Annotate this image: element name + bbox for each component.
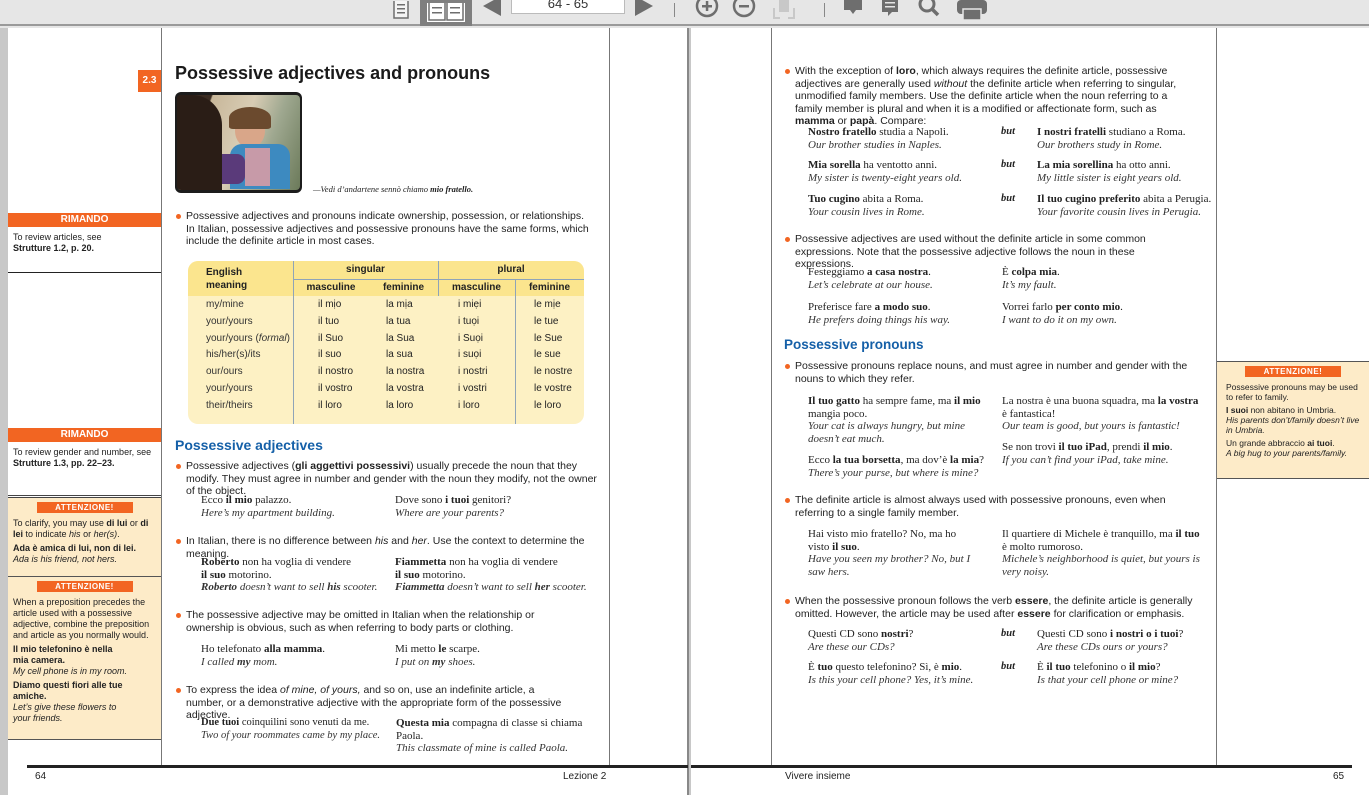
row-form: la nostra bbox=[386, 366, 425, 378]
attenzione-box-dilui bbox=[8, 498, 161, 577]
margin-divider bbox=[161, 28, 162, 768]
bullet-his-her: In Italian, there is no difference between his and her. Use the context to determine the meaning. bbox=[175, 535, 605, 560]
single-page-icon[interactable] bbox=[390, 0, 412, 20]
heading-possessive-pronouns: Possessive pronouns bbox=[784, 337, 924, 352]
row-english-meaning: his/her(s)/its bbox=[206, 349, 261, 361]
table-row bbox=[188, 366, 584, 382]
page-number-input[interactable]: 64 - 65 bbox=[511, 0, 625, 14]
row-english-meaning: your/yours bbox=[206, 383, 253, 394]
possessive-forms-table bbox=[188, 261, 584, 424]
bullet-family-member: The definite article is almost always used with possessive pronouns, even when referring to a single family member. bbox=[784, 494, 1194, 519]
expression-example-left: Preferisce fare a modo suo. He prefers doing things his way. bbox=[808, 301, 950, 326]
row-form: le tue bbox=[534, 315, 559, 327]
search-icon[interactable] bbox=[915, 0, 943, 20]
table-subheader: feminine bbox=[382, 282, 425, 293]
bullet-expressions: Possessive adjectives are used without the definite article in some common expressions. Note that the possessive adjective follows the noun in these expressions. bbox=[784, 233, 1194, 271]
two-page-icon[interactable] bbox=[420, 0, 472, 26]
attenzione-box-family bbox=[1217, 361, 1369, 479]
toolbar-separator bbox=[820, 0, 828, 20]
row-form: la vostra bbox=[386, 383, 424, 394]
row-form: i nostri bbox=[458, 366, 488, 378]
row-form: le mịe bbox=[534, 299, 561, 310]
essere-example-right: È il tuo telefonino o il mio? Is that your cell phone or mine? bbox=[1037, 661, 1179, 686]
table-subheader: feminine bbox=[528, 282, 571, 293]
row-form: la loro bbox=[386, 399, 414, 411]
bullet-pronouns: Possessive pronouns replace nouns, and must agree in number and gender with the nouns to which they refer. bbox=[784, 360, 1204, 385]
pdf-toolbar bbox=[0, 0, 1369, 26]
row-form: le vostre bbox=[534, 383, 572, 394]
expression-example-right: È colpa mia. It’s my fault. bbox=[1002, 266, 1060, 291]
page-number: 65 bbox=[1333, 771, 1345, 782]
bullet-adjectives: Possessive adjectives (gli aggettivi possessivi) usually precede the noun that they modify. They must agree in number and gender with the noun they modify, not the owner of the object. bbox=[175, 460, 605, 498]
bullet-essere: When the possessive pronoun follows the verb essere, the definite article is generally omitted. However, the article may be used after essere for clarification or emphasis. bbox=[784, 595, 1194, 620]
example-left: Ecco il mio palazzo. Here’s my apartment building. bbox=[201, 494, 335, 519]
bullet-of-mine: To express the idea of mine, of yours, and so on, use an indefinite article, a number, or a demonstrative adjective with the appropriate form of the possessive adjective. bbox=[175, 684, 565, 722]
row-form: il tuo bbox=[318, 315, 340, 327]
margin-divider bbox=[609, 28, 610, 768]
table-row bbox=[188, 349, 584, 365]
row-form: la sua bbox=[386, 349, 413, 361]
rimando-box-articles bbox=[8, 213, 161, 273]
row-form: il loro bbox=[318, 399, 342, 411]
notes-icon[interactable] bbox=[878, 0, 904, 20]
attenzione-text: Possessive pronouns may be used to refer to family. I suoi non abitano in Umbria. His parents don’t/family doesn’t live in Umbria. Un grande abbraccio ai tuoi. A big hug to your parents/family. bbox=[1226, 382, 1360, 458]
compare-example-left: Mia sorella ha ventotto anni. My sister is twenty-eight years old. bbox=[808, 159, 962, 184]
row-form: i vostri bbox=[458, 383, 487, 394]
example-left: Ecco la tua borsetta, ma dov’è la mia? There’s your purse, but where is mine? bbox=[808, 454, 984, 479]
photo-girls-talking bbox=[175, 92, 302, 193]
table-header-plural: plural bbox=[497, 264, 525, 275]
attenzione-header: ATTENZIONE! bbox=[1245, 366, 1341, 377]
row-form: i miẹi bbox=[458, 299, 482, 310]
photo-caption: —Vedi d’andartene sennò chiamo mio fratello. bbox=[313, 184, 474, 194]
row-form: i suọi bbox=[458, 349, 482, 361]
attenzione-text: To clarify, you may use di lui or di lei to indicate his or her(s). Ada è amica di lui, non di lei. Ada is his friend, not hers. bbox=[13, 518, 149, 564]
attenzione-header: ATTENZIONE! bbox=[37, 581, 133, 592]
example-right: Dove sono i tuoi genitori? Where are your parents? bbox=[395, 494, 512, 519]
row-form: i Suọi bbox=[458, 332, 484, 344]
row-form: il suo bbox=[318, 349, 342, 361]
compare-example-left: Tuo cugino abita a Roma. Your cousin lives in Rome. bbox=[808, 193, 925, 218]
bullet-loro: With the exception of loro, which always requires the definite article, possessive adjectives are generally used without the definite article when referring to singular, unmodified family members. Use the definite article when the noun referring to a family member is plural and when it is a modified or affectionate form, such as mamma or papà. Compare: bbox=[784, 65, 1194, 128]
compare-example-right: I nostri fratelli studiano a Roma. Our brothers study in Rome. bbox=[1037, 126, 1186, 151]
table-row bbox=[188, 333, 584, 349]
row-english-meaning: your/yours bbox=[206, 315, 253, 327]
margin-divider bbox=[8, 490, 161, 498]
fit-page-icon[interactable] bbox=[770, 0, 798, 20]
example-right: Questa mia compagna di classe si chiama Paola. This classmate of mine is called Paola. bbox=[396, 717, 583, 754]
rimando-link[interactable]: Strutture 1.2, p. 20. bbox=[13, 243, 95, 253]
essere-example-left: È tuo questo telefonino? Sì, è mio. Is this your cell phone? Yes, it’s mine. bbox=[808, 661, 974, 686]
compare-example-left: Nostro fratello studia a Napoli. Our brother studies in Naples. bbox=[808, 126, 949, 151]
example-right: Se non trovi il tuo iPad, prendi il mio. If you can’t find your iPad, take mine. bbox=[1002, 441, 1173, 466]
chapter-title: Lezione 2 bbox=[563, 771, 607, 782]
table-header-english-meaning: English meaning bbox=[206, 267, 248, 291]
row-english-meaning: your/yours (formal) bbox=[206, 332, 290, 344]
rimando-header: RIMANDO bbox=[8, 213, 161, 227]
table-row bbox=[188, 316, 584, 332]
example-left: Il tuo gatto ha sempre fame, ma il mio mangia poco. Your cat is always hungry, but mine doesn’t eat much. bbox=[808, 395, 981, 445]
heading-possessive-adjectives: Possessive adjectives bbox=[175, 437, 323, 453]
row-form: la mịa bbox=[386, 299, 413, 310]
rimando-text: To review articles, see bbox=[13, 232, 102, 242]
row-form: il nostro bbox=[318, 366, 354, 378]
row-form: il Suo bbox=[318, 332, 344, 344]
attenzione-header: ATTENZIONE! bbox=[37, 502, 133, 513]
previous-page-icon[interactable] bbox=[478, 0, 506, 20]
example-left: Hai visto mio fratello? No, ma ho visto il suo. Have you seen my brother? No, but I saw hers. bbox=[808, 528, 971, 578]
comment-icon[interactable] bbox=[840, 0, 866, 20]
rimando-text: To review gender and number, see bbox=[13, 447, 152, 457]
row-form: le sue bbox=[534, 349, 561, 361]
table-row bbox=[188, 383, 584, 399]
rimando-link[interactable]: Strutture 1.3, pp. 22–23. bbox=[13, 458, 115, 468]
row-form: la Sua bbox=[386, 332, 415, 344]
margin-divider bbox=[771, 28, 772, 768]
example-right: Il quartiere di Michele è tranquillo, ma il tuo è molto rumoroso. Michele’s neighborhood is quiet, but yours is very noisy. bbox=[1002, 528, 1200, 578]
toolbar-separator bbox=[670, 0, 678, 20]
example-left: Due tuoi coinquilini sono venuti da me. Two of your roommates came by my place. bbox=[201, 717, 381, 741]
expression-example-right: Vorrei farlo per conto mio. I want to do it on my own. bbox=[1002, 301, 1123, 326]
section-number-badge: 2.3 bbox=[138, 70, 161, 92]
row-form: i loro bbox=[458, 399, 480, 411]
row-form: il mịo bbox=[318, 299, 342, 310]
table-row bbox=[188, 400, 584, 416]
zoom-in-icon[interactable] bbox=[693, 0, 721, 20]
row-form: le loro bbox=[534, 399, 562, 411]
expression-example-left: Festeggiamo a casa nostra. Let’s celebrate at our house. bbox=[808, 266, 933, 291]
page-64 bbox=[8, 28, 689, 795]
page-title: Possessive adjectives and pronouns bbox=[175, 63, 491, 83]
row-english-meaning: our/ours bbox=[206, 366, 243, 378]
but-label: but bbox=[1001, 628, 1016, 639]
example-left: Roberto non ha voglia di vendere il suo motorino. Roberto doesn’t want to sell his scooter. bbox=[201, 556, 378, 593]
essere-example-right: Questi CD sono i nostri o i tuoi? Are these CDs ours or yours? bbox=[1037, 628, 1184, 653]
rimando-box-gender bbox=[8, 428, 161, 496]
table-subheader: masculine bbox=[306, 282, 356, 293]
bullet-intro: Possessive adjectives and pronouns indicate ownership, possession, or relationships. In Italian, possessive adjectives and possessive pronouns have the same forms, which include the definite article in most cases. bbox=[175, 210, 595, 248]
row-form: le Sue bbox=[534, 332, 563, 344]
zoom-out-icon[interactable] bbox=[730, 0, 758, 20]
row-form: i tuọi bbox=[458, 315, 480, 327]
example-right: Fiammetta non ha voglia di vendere il suo motorino. Fiammetta doesn’t want to sell her scooter. bbox=[395, 556, 587, 593]
row-form: le nostre bbox=[534, 366, 573, 378]
table-header-singular: singular bbox=[346, 264, 385, 275]
row-form: il vostro bbox=[318, 383, 353, 394]
page-65 bbox=[691, 28, 1369, 795]
row-form: la tua bbox=[386, 315, 411, 327]
page-number: 64 bbox=[35, 771, 47, 782]
table-row bbox=[188, 299, 584, 315]
next-page-icon[interactable] bbox=[630, 0, 658, 20]
rimando-header: RIMANDO bbox=[8, 428, 161, 442]
compare-example-right: Il tuo cugino preferito abita a Perugia. Your favorite cousin lives in Perugia. bbox=[1037, 193, 1212, 218]
example-right: La nostra è una buona squadra, ma la vostra è fantastica! Our team is good, but yours is fantastic! bbox=[1002, 395, 1199, 432]
footer-rule bbox=[27, 765, 688, 768]
attenzione-box-preposition bbox=[8, 577, 161, 740]
footer-rule bbox=[691, 765, 1352, 768]
document-viewer[interactable] bbox=[0, 28, 1369, 795]
attenzione-text: When a preposition precedes the article used with a possessive adjective, combine the preposition and article as you normally would. Il mio telefonino è nella mia camera. My cell phone is in my room. Diamo questi fiori alle tue amiche. Let’s give these flowers to your friends. bbox=[13, 597, 150, 723]
row-english-meaning: my/mine bbox=[206, 299, 244, 310]
example-left: Ho telefonato alla mamma. I called my mom. bbox=[201, 643, 326, 668]
but-label: but bbox=[1001, 193, 1016, 204]
compare-example-right: La mia sorellina ha otto anni. My little sister is eight years old. bbox=[1037, 159, 1182, 184]
book-title: Vivere insieme bbox=[785, 771, 851, 782]
table-subheader: masculine bbox=[452, 282, 501, 293]
bullet-omitted: The possessive adjective may be omitted in Italian when the relationship or ownership is obvious, such as when referring to body parts or clothing. bbox=[175, 609, 575, 634]
essere-example-left: Questi CD sono nostri? Are these our CDs? bbox=[808, 628, 914, 653]
but-label: but bbox=[1001, 159, 1016, 170]
row-english-meaning: their/theirs bbox=[206, 399, 253, 411]
example-right: Mi metto le scarpe. I put on my shoes. bbox=[395, 643, 480, 668]
but-label: but bbox=[1001, 126, 1016, 137]
but-label: but bbox=[1001, 661, 1016, 672]
print-icon[interactable] bbox=[953, 0, 991, 20]
